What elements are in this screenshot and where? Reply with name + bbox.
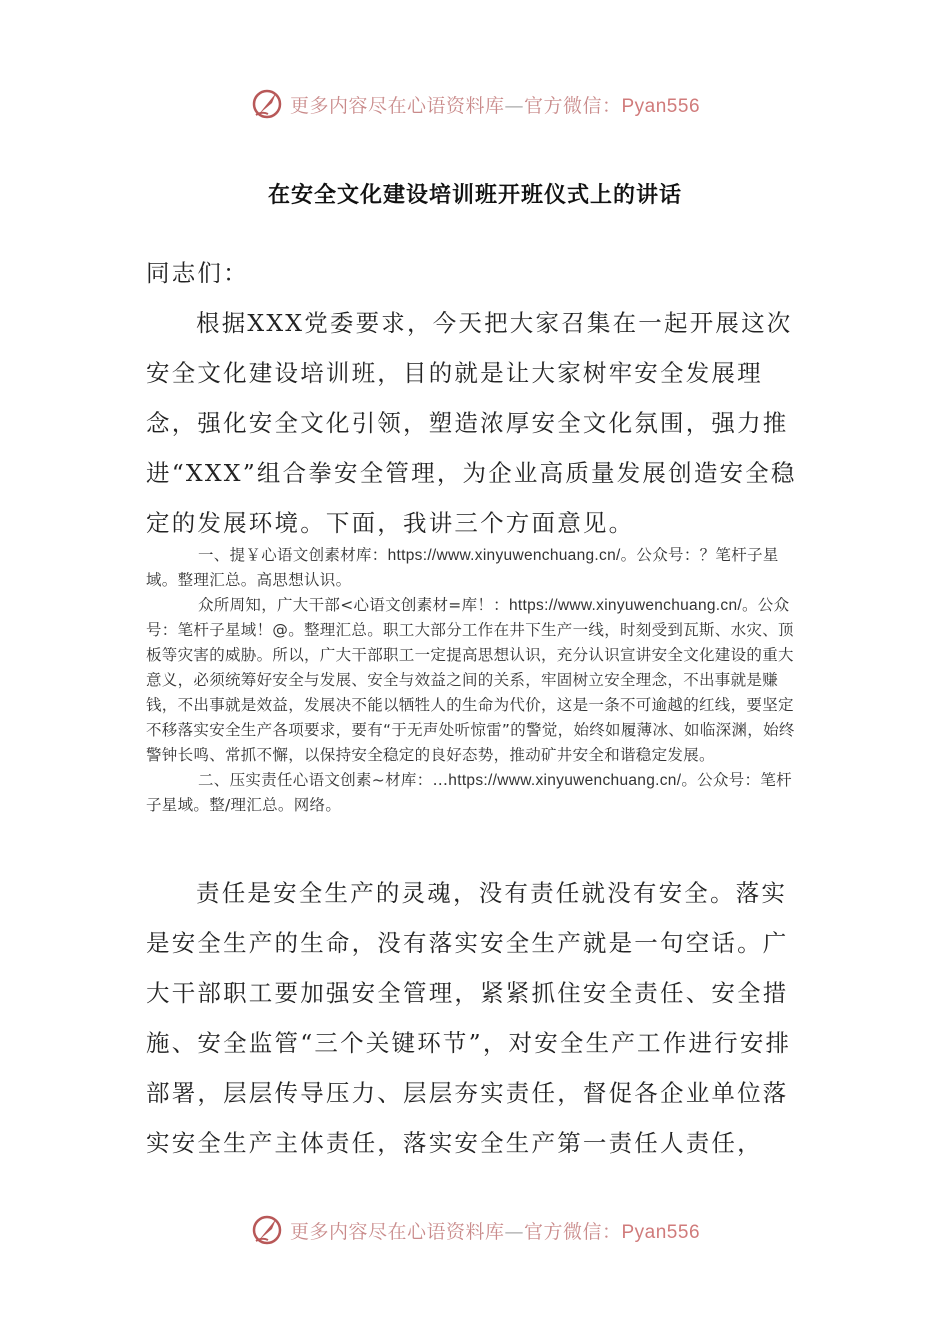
- section2-text-b: 。公众号：笔杆子星域。整/理汇总。网络。: [146, 771, 792, 814]
- header-watermark: [0, 84, 950, 124]
- section1-text-a: 一、提￥心语文创素材库：: [198, 546, 388, 564]
- opening-paragraph: 根据XXX党委要求，今天把大家召集在一起开展这次安全文化建设培训班，目的就是让大家树牢安全发展理念，强化安全文化引领，塑造浓厚安全文化氛围，强力推进“XXX”组合拳安全管理，为企业高质量发展创造安全稳定的发展环境。下面，我讲三个方面意见。: [146, 309, 797, 537]
- watermark-wechat-label: 官方微信：: [523, 94, 622, 117]
- watermark-wechat-label: 官方微信：: [523, 1220, 622, 1243]
- watermark-text: 更多内容尽在心语资料库: [289, 1220, 505, 1243]
- section2-text-a: 二、压实责任心语文创素~材库：…: [198, 771, 449, 789]
- responsibility-paragraph: 责任是安全生产的灵魂，没有责任就没有安全。落实是安全生产的生命，没有落实安全生产就是一句空话。广大干部职工要加强安全管理，紧紧抓住安全责任、安全措施、安全监管“三个关键环节”，对安全生产工作进行安排部署，层层传导压力、层层夯实责任，督促各企业单位落实安全生产主体责任，落实安全生产第一责任人责任，: [146, 879, 792, 1157]
- document-body: [146, 248, 806, 548]
- quill-logo-icon: [250, 87, 284, 121]
- watermark-dash: —: [504, 1220, 524, 1243]
- salutation: 同志们：: [146, 259, 249, 287]
- inserted-notes: [146, 543, 806, 818]
- quill-logo-icon: [250, 1213, 284, 1247]
- section1-body-url: https://www.xinyuwenchuang.cn/: [508, 597, 742, 614]
- document-body-2: [146, 868, 806, 1168]
- section1-text-b: 。公众号：？笔杆子星域。整理汇总。高思想认识。: [146, 546, 779, 589]
- section1-body-b: 。公众号：笔杆子星域！@。整理汇总。职工大部分工作在井下生产一线，时刻受到瓦斯、水灾、顶板等灾害的威胁。所以，广大干部职工一定提高思想认识，充分认识宣讲安全文化建设的重大意义，必须统筹好安全与发展、安全与效益之间的关系，牢固树立安全理念，不出事就是赚钱，不出事就是效益，发展决不能以牺牲人的生命为代价，这是一条不可逾越的红线，要坚定不移落实安全生产各项要求，要有“于无声处听惊雷”的警觉，始终如履薄冰、如临深渊，始终警钟长鸣、常抓不懈，以保持安全稳定的良好态势，推动矿井安全和谐稳定发展。: [146, 596, 795, 764]
- watermark-wechat-id: Pyan556: [621, 95, 701, 117]
- section2-url: https://www.xinyuwenchuang.cn/: [448, 772, 682, 789]
- watermark-text: 更多内容尽在心语资料库: [289, 94, 505, 117]
- section-heading-1: [146, 543, 806, 593]
- section1-url: https://www.xinyuwenchuang.cn/: [387, 547, 621, 564]
- watermark-dash: —: [504, 94, 524, 117]
- watermark-wechat-id: Pyan556: [621, 1221, 701, 1243]
- footer-watermark: [0, 1210, 950, 1250]
- document-title: 在安全文化建设培训班开班仪式上的讲话: [267, 183, 682, 208]
- section-heading-2: [146, 768, 806, 818]
- section-paragraph-1: [146, 593, 806, 768]
- section1-body-a: 众所周知，广大干部<心语文创素材=库！：: [198, 596, 509, 614]
